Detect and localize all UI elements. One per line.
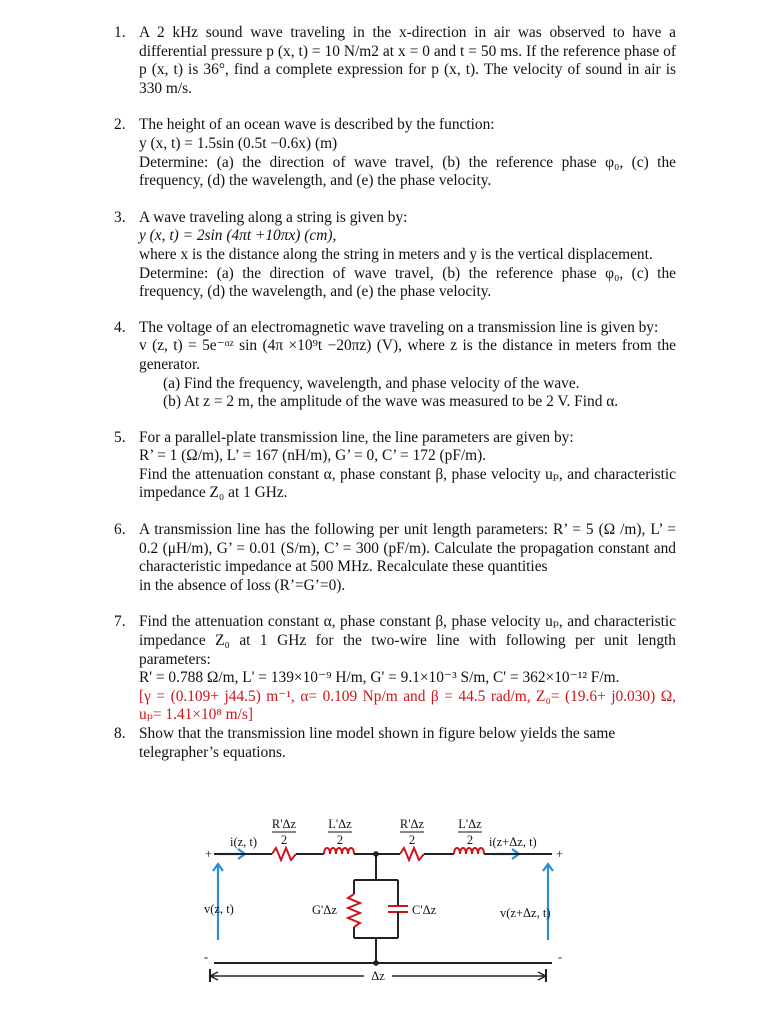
- current-out-label: i(z+Δz, t): [489, 835, 537, 849]
- problem-list: [114, 24, 676, 762]
- problem-5: [114, 429, 676, 503]
- problem-6: [114, 521, 676, 595]
- problem-number: 1.: [114, 24, 126, 41]
- problem-text: Determine: (a) the direction of wave travel, (b) the reference phase φ₀, (c) the frequency, (d) the wavelength, and (e) the phase velocity.: [139, 153, 676, 190]
- equation: y (x, t) = 1.5sin (0.5t −0.6x) (m): [139, 134, 338, 152]
- problem-number: 2.: [114, 116, 126, 134]
- problem-text: A 2 kHz sound wave traveling in the x-direction in air was observed to have a differential pressure p (x, t) = 10 N/m2 at x = 0 and t = 50 ms. If the reference phase of p (x, t) is 36°, find a complete expression for p (x, t). The velocity of sound in air is 330 m/s.: [139, 24, 676, 97]
- problem-text: telegrapher’s equations.: [139, 743, 286, 761]
- voltage-in-label: v(z, t): [204, 902, 234, 916]
- length-arrow-right: [392, 972, 546, 980]
- sub-question-b: (b) At z = 2 m, the amplitude of the wave was measured to be 2 V. Find α.: [163, 393, 619, 411]
- equation: y (x, t) = 2sin (4πt +10πx) (cm),: [139, 227, 337, 245]
- problem-8: [114, 725, 676, 762]
- problem-number: 8.: [114, 725, 126, 742]
- resistor-r2: [400, 848, 424, 860]
- equation: v (z, t) = 5e⁻ᵅᶻ sin (4π ×10⁹t −20πz) (V), where z is the distance in meters from the generator.: [139, 337, 676, 373]
- label-denominator: 2: [336, 833, 344, 847]
- problem-text: where x is the distance along the string in meters and y is the vertical displacement.: [139, 245, 653, 263]
- current-in-label: i(z, t): [230, 835, 258, 849]
- conductance-g: [348, 894, 360, 927]
- label-denominator: 2: [466, 833, 474, 847]
- resistor-r1: [272, 848, 296, 860]
- equation: R’ = 1 (Ω/m), L’ = 167 (nH/m), G’ = 0, C’ = 172 (pF/m).: [139, 447, 487, 465]
- problem-number: 7.: [114, 613, 126, 631]
- problem-3: [114, 209, 676, 302]
- label-l2: L'Δz: [458, 817, 482, 831]
- conductance-label: G'Δz: [312, 903, 337, 917]
- transmission-line-circuit: [196, 810, 576, 1020]
- problem-2: [114, 116, 676, 190]
- inductor-l2: [454, 848, 484, 854]
- problem-text: A wave traveling along a string is given by:: [139, 208, 408, 226]
- problem-text: A transmission line has the following per unit length parameters: R’ = 5 (Ω /m), L’ = 0.2 (μH/m), G’ = 0.01 (S/m), C’ = 300 (pF/m). Calculate the propagation constant and characteristic impedance at 500 MHz. Recalculate these quantities: [139, 521, 676, 576]
- equation: R' = 0.788 Ω/m, L' = 139×10⁻⁹ H/m, G' = 9.1×10⁻³ S/m, C' = 362×10⁻¹² F/m.: [139, 669, 620, 687]
- problem-number: 5.: [114, 428, 126, 446]
- label-denominator: 2: [280, 833, 288, 847]
- problem-7: [114, 613, 676, 725]
- problem-number: 6.: [114, 521, 126, 539]
- minus-left: -: [204, 950, 209, 964]
- label-l1: L'Δz: [328, 817, 352, 831]
- length-arrow-left: [210, 972, 364, 980]
- inductor-l1: [324, 848, 354, 854]
- label-r2: R'Δz: [399, 817, 425, 831]
- problem-number: 3.: [114, 208, 126, 226]
- answer-text: [γ = (0.109+ j44.5) m⁻¹, α= 0.109 Np/m and β = 44.5 rad/m, Z₀= (19.6+ j0.030) Ω, uₚ= 1.41×10⁸ m/s]: [139, 687, 676, 724]
- plus-right: +: [556, 847, 564, 861]
- problem-text: The voltage of an electromagnetic wave traveling on a transmission line is given by:: [139, 318, 659, 336]
- sub-question-a: (a) Find the frequency, wavelength, and phase velocity of the wave.: [163, 374, 580, 392]
- length-label: Δz: [371, 969, 385, 983]
- capacitance-label: C'Δz: [412, 903, 437, 917]
- problem-text: in the absence of loss (R’=G’=0).: [139, 576, 346, 594]
- plus-left: +: [205, 847, 213, 861]
- problem-4: [114, 319, 676, 412]
- problem-text: The height of an ocean wave is described by the function:: [139, 116, 495, 134]
- label-r1: R'Δz: [271, 817, 297, 831]
- minus-right: -: [558, 950, 563, 964]
- problem-number: 4.: [114, 318, 126, 336]
- problem-text: For a parallel-plate transmission line, the line parameters are given by:: [139, 428, 574, 446]
- label-denominator: 2: [408, 833, 416, 847]
- problem-text: Find the attenuation constant α, phase constant β, phase velocity uₚ, and characteristic impedance Z₀ at 1 GHz for the two-wire line with following per unit length parameters:: [139, 613, 676, 668]
- voltage-out-label: v(z+Δz, t): [500, 906, 551, 920]
- voltage-out-arrow: [543, 864, 553, 940]
- problem-text: Find the attenuation constant α, phase constant β, phase velocity uₚ, and characteristic impedance Z₀ at 1 GHz.: [139, 465, 676, 502]
- problem-text: Show that the transmission line model shown in figure below yields the same: [139, 725, 616, 742]
- problem-1: [114, 24, 676, 98]
- problem-text: Determine: (a) the direction of wave travel, (b) the reference phase φ₀, (c) the frequency, (d) the wavelength, and (e) the phase velocity.: [139, 264, 676, 301]
